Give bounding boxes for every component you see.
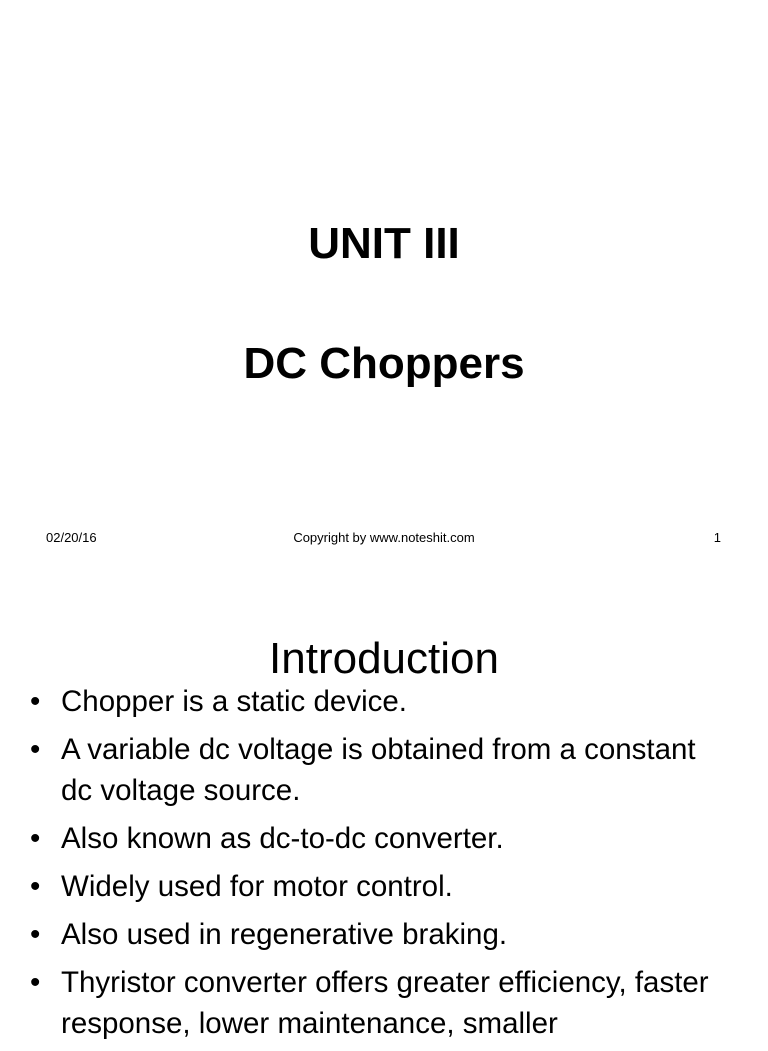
- bullet-text: Chopper is a static device.: [61, 685, 407, 718]
- bullet-item: [0, 866, 768, 907]
- footer-page-number: 1: [713, 530, 721, 545]
- bullet-icon: •: [30, 822, 41, 855]
- bullet-icon: •: [30, 966, 41, 999]
- introduction-slide: [0, 576, 768, 1040]
- bullet-icon: •: [30, 685, 41, 718]
- bullet-item: [0, 914, 768, 955]
- bullet-item: [0, 962, 768, 1044]
- footer-date: 02/20/16: [46, 530, 97, 545]
- bullet-text: A variable dc voltage is obtained from a constant dc voltage source.: [61, 733, 696, 807]
- bullet-icon: •: [30, 733, 41, 766]
- bullet-item: [0, 681, 768, 722]
- slide-heading: Introduction: [269, 634, 499, 683]
- bullet-text: Widely used for motor control.: [61, 870, 453, 903]
- bullet-icon: •: [30, 918, 41, 951]
- footer-copyright: Copyright by www.noteshit.com: [293, 530, 475, 545]
- unit-title: UNIT III: [308, 219, 460, 268]
- topic-title: DC Choppers: [243, 339, 525, 388]
- bullet-text: Thyristor converter offers greater efficiency, faster response, lower maintenance, smaller: [61, 966, 709, 1040]
- bullet-text: Also known as dc-to-dc converter.: [61, 822, 504, 855]
- bullet-text: Also used in regenerative braking.: [61, 918, 508, 951]
- bullet-item: [0, 729, 768, 811]
- bullet-icon: •: [30, 870, 41, 903]
- bullet-item: [0, 818, 768, 859]
- bullet-list: [0, 681, 768, 1051]
